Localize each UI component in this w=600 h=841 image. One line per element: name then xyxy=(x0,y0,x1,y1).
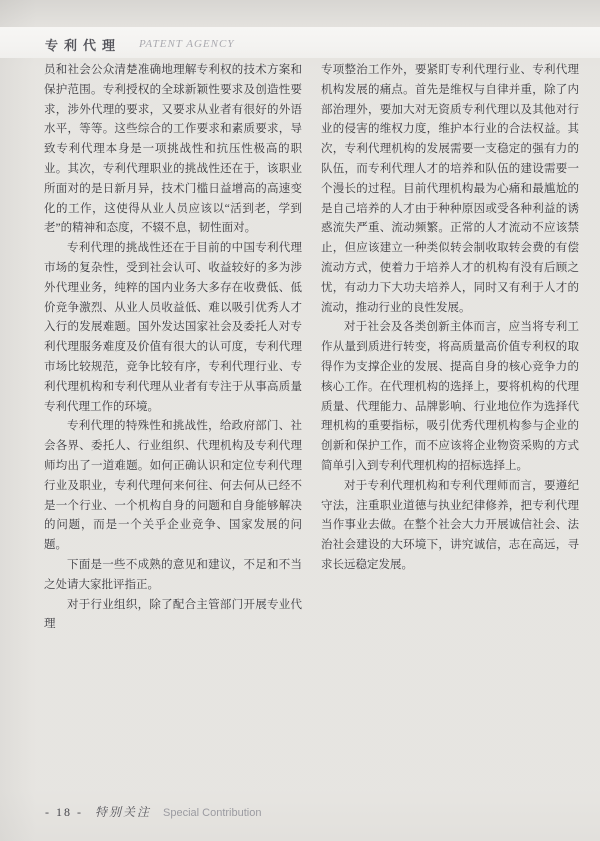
paragraph: 员和社会公众清楚准确地理解专利权的技术方案和保护范围。专利授权的全球新颖性要求及创造性要求，涉外代理的要求，又要求从业者有很好的外语水平，等等。这些综合的工作要求和素质要求，导致专利代理本身是一项挑战性和抗压性极高的职业。其次，专利代理职业的挑战性还在于，该职业所面对的是日新月异，技术门槛日益增高的高速变化的工作，这使得从业人员应该以“活到老，学到老”的精神和态度，不辍不息，韧性面对。 xyxy=(44,64,302,235)
page-number: - 18 - xyxy=(45,805,83,819)
paragraph: 对于专利代理机构和专利代理师而言，要遵纪守法，注重职业道德与执业纪律修养，把专利代理当作事业去做。在整个社会大力开展诚信社会、法治社会建设的大环境下，讲究诚信，志在高远，寻求长远稳定发展。 xyxy=(321,479,579,571)
paragraph: 专利代理的挑战性还在于目前的中国专利代理市场的复杂性，受到社会认可、收益较好的多为涉外代理业务，纯粹的国内业务大多存在收费低、低价竞争激烈、从业人员收益低、难以吸引优秀人才入行的发展难题。国外发达国家社会及委托人对专利代理服务难度及价值有很大的认可度，专利代理市场比较规范，竞争比较有序，专利代理行业、专利代理机构和专利代理从业者有专注于从事高质量专利代理工作的环境。 xyxy=(44,242,302,413)
footer-section-en: Special Contribution xyxy=(163,807,262,819)
paragraph: 专项整治工作外，要紧盯专利代理行业、专利代理机构发展的痛点。首先是维权与自律并重，除了内部治理外，要加大对无资质专利代理以及其他对行业的侵害的维权力度，维护本行业的合法权益。其次，专利代理机构的发展需要一支稳定的强有力的队伍，而专利代理人才的培养和队伍的建设需要一个漫长的过程。目前代理机构最为心痛和最尴尬的是自己培养的人才由于种种原因或受各种利益的诱惑流失严重、流动频繁。正常的人才流动不应该禁止，但应该建立一种类似转会制收取转会费的有偿流动方式，使着力于培养人才的机构有没有后顾之忧，有动力下大功夫培养人，同时又有利于人才的流动，推动行业的良性发展。 xyxy=(321,64,579,314)
paragraph: 对于社会及各类创新主体而言，应当将专利工作从量到质进行转变，将高质量高价值专利权的取得作为支撑企业的发展、提高自身的核心竞争力的核心工作。在代理机构的选择上，要将机构的代理质量、代理能力、品牌影响、行业地位作为选择代理机构的重要指标，吸引优秀代理机构参与企业的创新和保护工作，而不应该将企业物资采购的方式简单引入到专利代理机构的招标选择上。 xyxy=(321,321,579,472)
page-footer xyxy=(45,803,545,821)
text-column-left xyxy=(44,61,302,635)
paragraph: 专利代理的特殊性和挑战性，给政府部门、社会各界、委托人、行业组织、代理机构及专利代理师均出了一道难题。如何正确认识和定位专利代理行业及职业，专利代理何来何往、何去何从已经不是一个行业、一个机构自身的问题和自身能够解决的问题，而是一个关乎企业竞争、国家发展的问题。 xyxy=(44,420,302,552)
header-title-en: PATENT AGENCY xyxy=(139,38,235,50)
header-title-cn: 专利代理 xyxy=(45,37,122,53)
paragraph: 对于行业组织，除了配合主管部门开展专业代理 xyxy=(44,598,302,631)
footer-section-cn: 特别关注 xyxy=(95,805,152,819)
text-column-right xyxy=(321,61,579,576)
page-header xyxy=(45,33,565,55)
paragraph: 下面是一些不成熟的意见和建议，不足和不当之处请大家批评指正。 xyxy=(44,558,302,591)
